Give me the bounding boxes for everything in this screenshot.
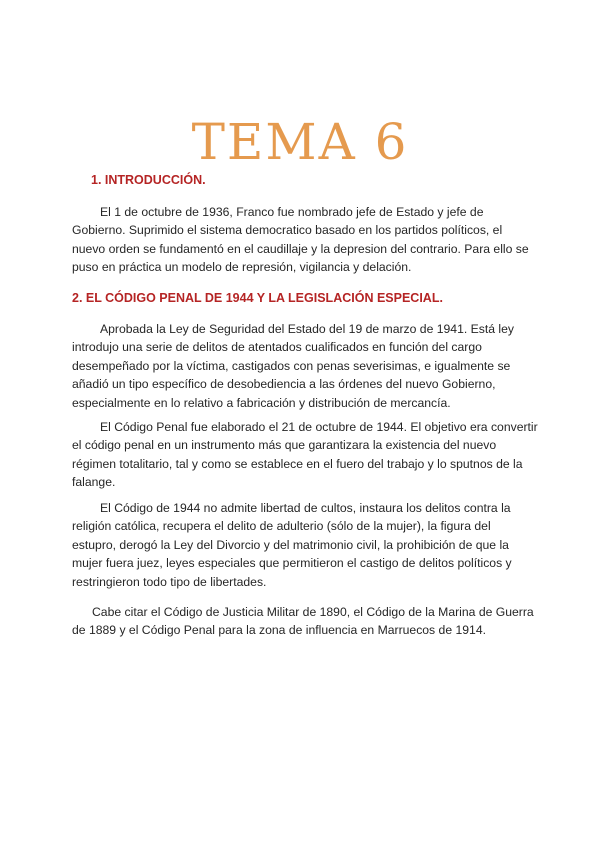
paragraph-codigo-penal-1944: El Código Penal fue elaborado el 21 de octubre de 1944. El objetivo era convertir el código penal en un instrumento más que garantizara la existencia del nuevo régimen totalitario, tal y como se establece en el fuero del trabajo y lo sputnos de la falange. (72, 420, 538, 490)
section-heading-codigo-penal: 2. EL CÓDIGO PENAL DE 1944 Y LA LEGISLACIÓN ESPECIAL. (72, 291, 443, 305)
paragraph-ley-seguridad: Aprobada la Ley de Seguridad del Estado del 19 de marzo de 1941. Está ley introdujo una serie de delitos de atentados cualificados en función del cargo desempeñado por la víctima, castigados con penas severisimas, e igualmente se añadió un tipo específico de desobediencia a las órdenes del nuevo Gobierno, especialmente en lo relativo a fabricación y distribución de mercancía. (72, 322, 514, 410)
section-heading-introduccion: 1. INTRODUCCIÓN. (91, 173, 206, 187)
paragraph-codigo-libertades: El Código de 1944 no admite libertad de cultos, instaura los delitos contra la religión católica, recupera el delito de adulterio (sólo de la mujer), la figura del estupro, derogó la Ley del Divorcio y del matrimonio civil, la prohibición de que la mujer fuera juez, leyes especiales que permitieron el castigo de delitos políticos y restringieron todo tipo de libertades. (72, 501, 512, 589)
paragraph-introduccion: El 1 de octubre de 1936, Franco fue nombrado jefe de Estado y jefe de Gobierno. Suprimido el sistema democratico basado en los partidos políticos, el nuevo orden se fundamentó en el caudillaje y la depresion del contrario. Para ello se puso en práctica un modelo de represión, vigilancia y delación. (72, 205, 529, 275)
paragraph-otros-codigos: Cabe citar el Código de Justicia Militar de 1890, el Código de la Marina de Guerra de 1889 y el Código Penal para la zona de influencia en Marruecos de 1914. (72, 605, 534, 638)
page-title: TEMA 6 (191, 112, 409, 171)
